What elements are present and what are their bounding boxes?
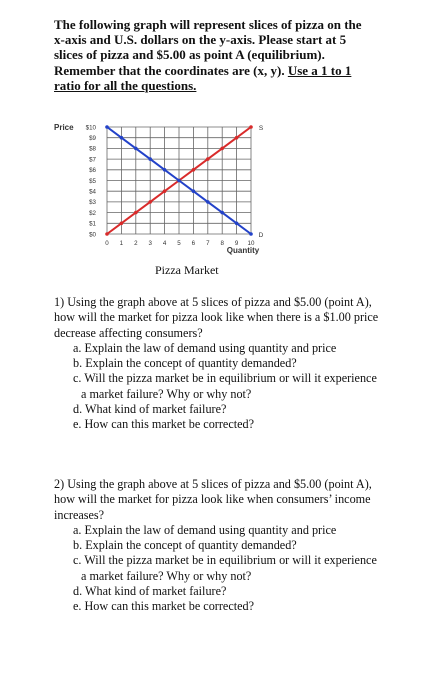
- question-1-item-a: a. Explain the law of demand using quantity and price: [73, 340, 337, 355]
- y-tick-label: $10: [85, 124, 96, 132]
- instructions: [54, 17, 374, 93]
- data-point-d: [235, 222, 239, 226]
- x-tick-label: 9: [234, 240, 239, 247]
- question-2-item-d: d. What kind of market failure?: [73, 584, 227, 599]
- y-tick-label: $5: [89, 177, 96, 185]
- x-tick-label: 2: [134, 240, 138, 247]
- x-tick-label: 4: [162, 240, 167, 247]
- question-2-item-a: a. Explain the law of demand using quantity and price: [73, 522, 337, 537]
- y-tick-label: $1: [89, 220, 96, 228]
- question-1-item-d: d. What kind of market failure?: [73, 402, 227, 417]
- series-label-d: D: [258, 232, 264, 239]
- data-point-s: [220, 147, 224, 151]
- instructions-underlined: Use a 1 to 1 ratio for all the questions.: [54, 62, 352, 93]
- data-point-d: [192, 189, 196, 193]
- data-point-d: [177, 179, 181, 183]
- data-point-s: [206, 157, 210, 161]
- instructions-text: The following graph will represent slices of pizza on the x-axis and U.S. dollars on the y-axis. Please start at 5 slices of pizza and $5.00 as point A (equilibrium). Remember that the coordinates are (x, y).: [54, 17, 362, 78]
- data-point-d: [206, 200, 210, 204]
- question-1-item-b: b. Explain the concept of quantity demanded?: [73, 356, 297, 371]
- data-point-s: [192, 168, 196, 172]
- data-point-d: [163, 168, 167, 172]
- question-2-item-e: e. How can this market be corrected?: [73, 599, 255, 614]
- x-tick-label: 6: [191, 240, 196, 247]
- supply-demand-chart: [54, 116, 264, 261]
- x-tick-label: 8: [220, 240, 224, 247]
- question-1-item-c: c. Will the pizza market be in equilibrium or will it experience a market failure? Why or why not?: [73, 371, 377, 401]
- y-tick-label: $4: [89, 188, 96, 196]
- y-tick-label: $7: [89, 156, 96, 164]
- data-point-d: [220, 211, 224, 215]
- y-tick-label: $3: [89, 199, 96, 207]
- x-tick-label: 0: [105, 240, 109, 247]
- data-point-d: [148, 157, 152, 161]
- series-label-s: S: [258, 125, 264, 132]
- data-point-s: [235, 136, 239, 140]
- question-2: [54, 477, 384, 615]
- data-point-s: [134, 211, 138, 215]
- y-tick-label: $9: [89, 135, 96, 142]
- x-tick-label: 1: [119, 240, 124, 247]
- data-point-d: [120, 136, 124, 140]
- data-point-d: [134, 147, 138, 151]
- y-tick-label: $2: [89, 209, 96, 217]
- x-tick-label: 5: [177, 240, 181, 247]
- data-point-d: [249, 232, 253, 236]
- data-point-d: [105, 125, 109, 129]
- data-point-s: [249, 125, 253, 129]
- data-point-s: [163, 189, 167, 193]
- question-2-item-b: b. Explain the concept of quantity demanded?: [73, 538, 297, 553]
- question-1-prompt: 1) Using the graph above at 5 slices of pizza and $5.00 (point A), how will the market for pizza look like when there is a $1.00 price decrease affecting consumers?: [54, 295, 379, 340]
- data-point-s: [120, 222, 124, 226]
- data-point-s: [105, 232, 109, 236]
- x-tick-label: 10: [247, 240, 255, 247]
- question-2-item-c: c. Will the pizza market be in equilibrium or will it experience a market failure? Why or why not?: [73, 553, 377, 583]
- y-tick-label: $0: [89, 231, 96, 239]
- question-2-prompt: 2) Using the graph above at 5 slices of pizza and $5.00 (point A), how will the market for pizza look like when consumers’ income increases?: [54, 477, 372, 522]
- question-1: [54, 295, 384, 433]
- question-1-item-e: e. How can this market be corrected?: [73, 417, 255, 432]
- y-tick-label: $8: [89, 145, 96, 153]
- y-axis-label: Price: [54, 123, 74, 132]
- data-point-s: [148, 200, 152, 204]
- chart-caption: Pizza Market: [155, 263, 219, 277]
- x-tick-label: 7: [206, 240, 210, 247]
- x-axis-label: Quantity: [226, 246, 260, 255]
- x-tick-label: 3: [148, 240, 152, 247]
- y-tick-label: $6: [89, 167, 96, 175]
